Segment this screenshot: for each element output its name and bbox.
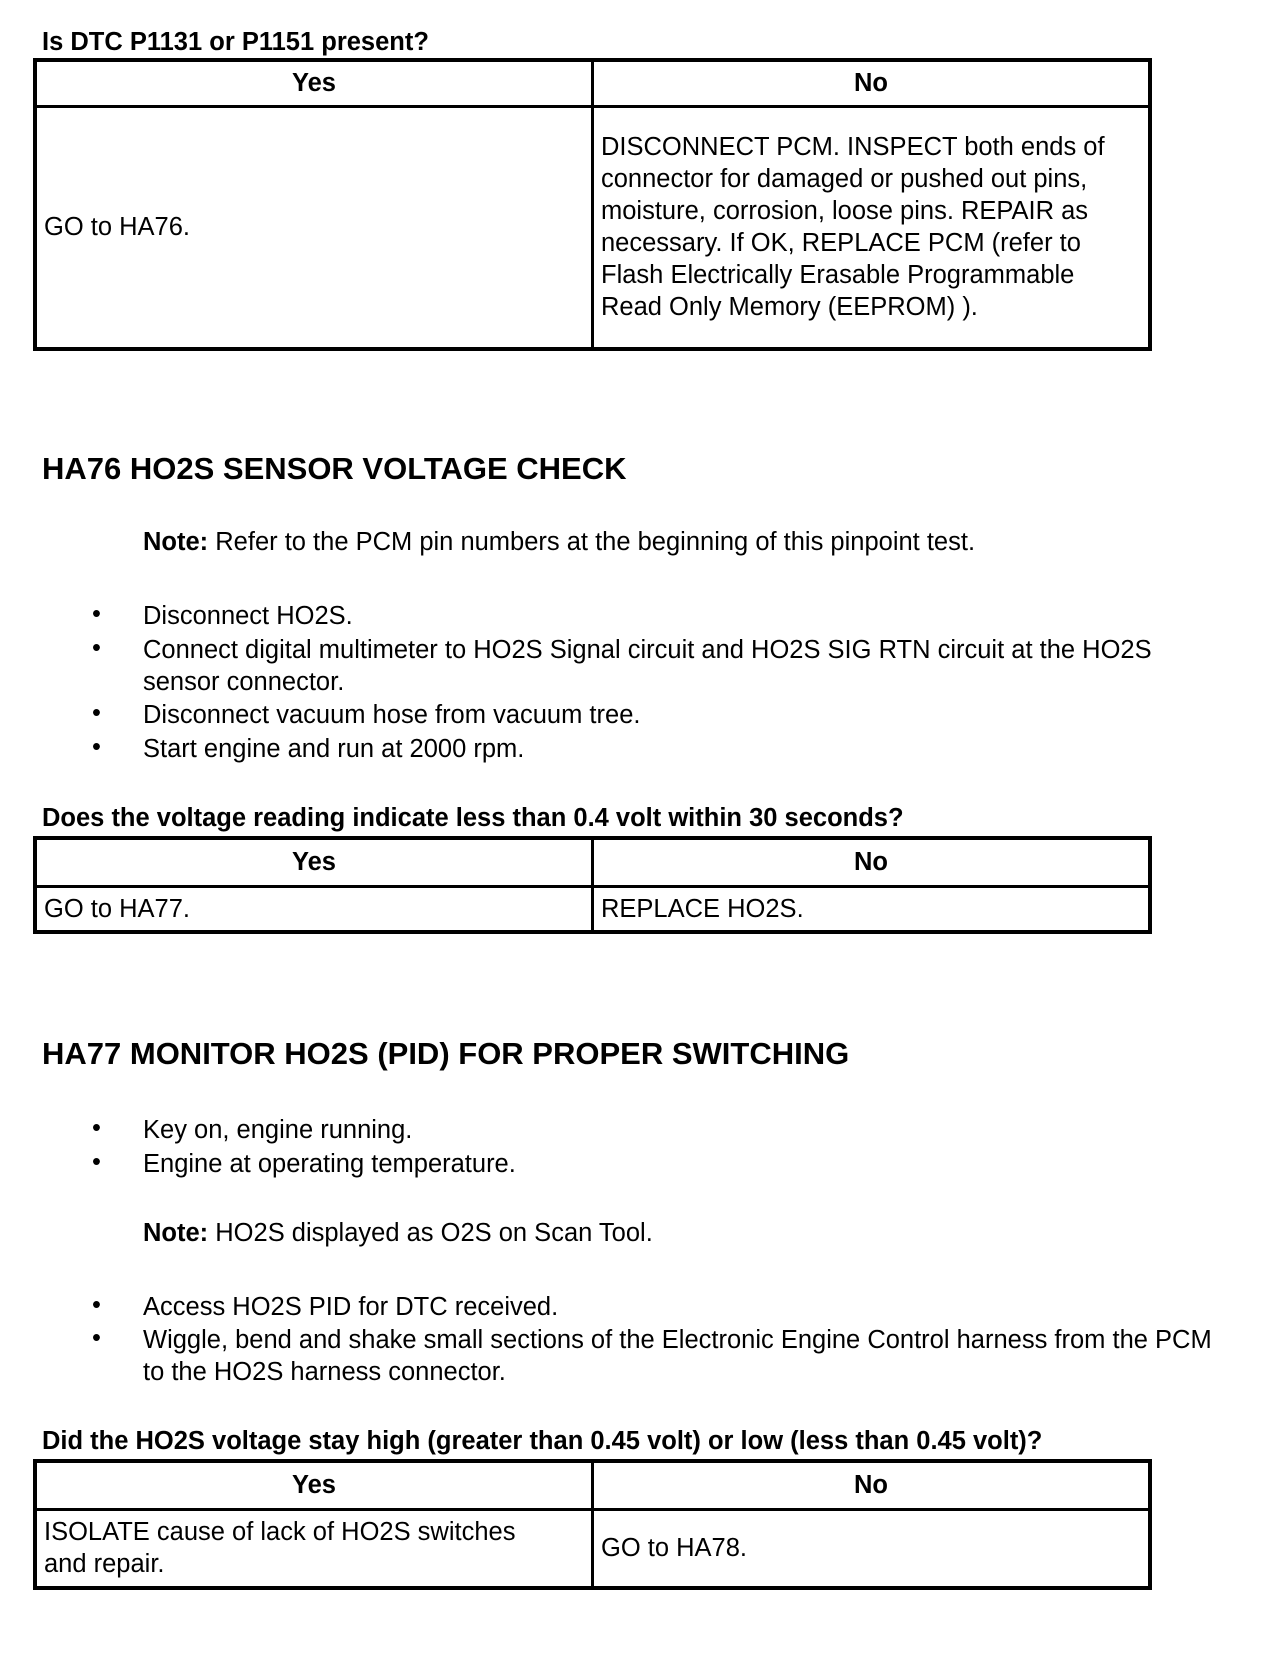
note-ha76 xyxy=(143,528,975,557)
bullet-icon: • xyxy=(92,1291,101,1319)
no-cell: DISCONNECT PCM. INSPECT both ends of connector for damaged or pushed out pins, moisture, corrosion, loose pins. REPAIR as necessary. If OK, REPLACE PCM (refer to Flash Electrically Erasable Programmable Read Only Memory (EEPROM) ). xyxy=(593,106,1151,349)
yes-cell: GO to HA77. xyxy=(35,886,593,932)
question-1: Is DTC P1131 or P1151 present? xyxy=(42,28,429,56)
question-3: Did the HO2S voltage stay high (greater than 0.45 volt) or low (less than 0.45 volt)? xyxy=(42,1427,1043,1455)
yes-header: Yes xyxy=(35,60,593,106)
question-2: Does the voltage reading indicate less than 0.4 volt within 30 seconds? xyxy=(42,804,904,832)
no-cell: REPLACE HO2S. xyxy=(593,886,1151,932)
yes-cell: GO to HA76. xyxy=(35,106,593,349)
bullet-icon: • xyxy=(92,1114,101,1142)
bullet-icon: • xyxy=(92,1148,101,1176)
bullet-icon: • xyxy=(92,733,101,761)
decision-table-1 xyxy=(33,58,1152,351)
note-label: Note: xyxy=(143,1219,209,1247)
bullet-icon: • xyxy=(92,634,101,662)
note-text: HO2S displayed as O2S on Scan Tool. xyxy=(208,1219,653,1247)
yes-header: Yes xyxy=(35,838,593,886)
bullet-icon: • xyxy=(92,699,101,727)
no-cell: GO to HA78. xyxy=(593,1509,1151,1588)
yes-header: Yes xyxy=(35,1461,593,1509)
bullet-icon: • xyxy=(92,1324,101,1352)
note-label: Note: xyxy=(143,528,209,556)
bullet-icon: • xyxy=(92,600,101,628)
yes-cell: ISOLATE cause of lack of HO2S switches and repair. xyxy=(35,1509,593,1588)
decision-table-2 xyxy=(33,836,1152,934)
no-header: No xyxy=(593,838,1151,886)
decision-table-3 xyxy=(33,1459,1152,1590)
note-text: Refer to the PCM pin numbers at the beginning of this pinpoint test. xyxy=(208,528,976,556)
section-heading-ha76: HA76 HO2S SENSOR VOLTAGE CHECK xyxy=(42,451,627,486)
note-ha77 xyxy=(143,1219,653,1248)
document-page: Is DTC P1131 or P1151 present? Yes No GO to HA76. DISCONNECT PCM. INSPECT both ends of connector for damaged or pushed out pins, moisture, corrosion, loose pins. REPAIR as necessary. If OK, REPLACE PCM (refer to Flash Electrically Erasable Programmable Read Only Memory (EEPROM) ). HA76 HO2S SENSOR VOLTAGE CHECK Note: Refer to the PCM pin numbers at the beginning of this pinpoint test. • Disconnect HO2S. • Connect digital multimeter to HO2S Signal circuit and HO2S SIG RTN circuit at the HO2S sensor connector. • Disconnect vacuum hose from vacuum tree. • Start engine and run at 2000 rpm. Does the voltage reading indicate less than 0.4 volt within 30 seconds? Yes No GO to HA77. REPLACE HO2S. HA77 MONITOR HO2S (PID) FOR PROPER SWITCHING • Key on, engine running. • Engine at operating temperature. Note: HO2S displayed as O2S on Scan Tool. • Access HO2S PID for DTC received. • Wiggle, bend and shake small sections of the Electronic Engine Control harness from the PCM to the HO2S harness connector. Did the HO2S voltage stay high (greater than 0.45 volt) or low (less than 0.45 volt)? Yes No ISOLATE cause of lack of HO2S switches and repair. GO to HA78. xyxy=(0,0,1280,1662)
no-header: No xyxy=(593,60,1151,106)
section-heading-ha77: HA77 MONITOR HO2S (PID) FOR PROPER SWITCHING xyxy=(42,1036,850,1071)
no-header: No xyxy=(593,1461,1151,1509)
